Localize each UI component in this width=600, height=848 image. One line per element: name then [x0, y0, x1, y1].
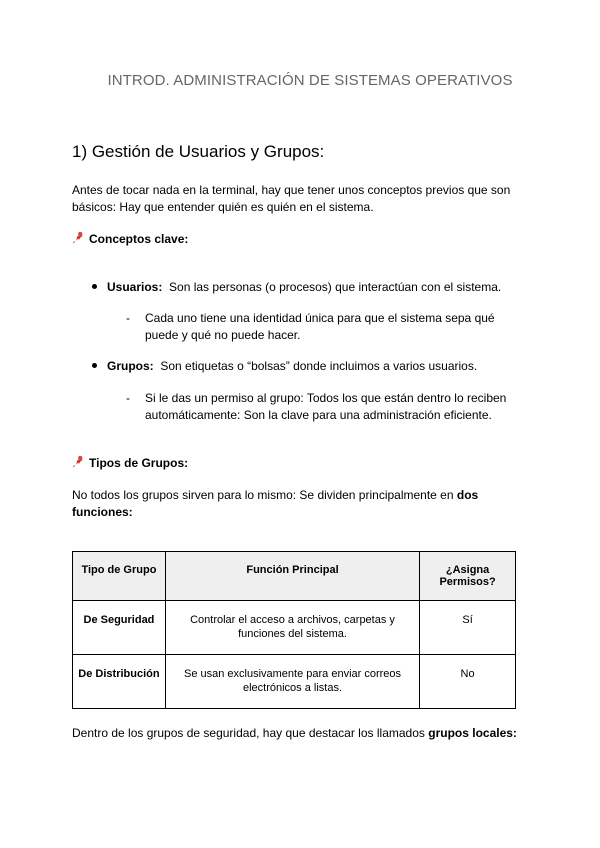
bullet-dot-icon: [92, 363, 97, 368]
header-line: Permisos?: [439, 576, 496, 588]
closing-text: Dentro de los grupos de seguridad, hay que destacar los llamados: [72, 726, 425, 740]
table-cell-asigna: Sí: [420, 601, 516, 655]
table-header-cell: [420, 552, 516, 601]
concept-subitem: [126, 310, 516, 344]
types-title-text: Tipos de Grupos:: [89, 456, 189, 470]
cell-line: electrónicos a listas.: [242, 682, 343, 694]
group-types-table: [72, 551, 516, 709]
table-header-row: [73, 552, 516, 601]
subitem-line: Si le das un permiso al grupo: Todos los que están dentro lo reciben: [145, 391, 507, 405]
concepts-title: [72, 231, 188, 246]
concept-item-usuarios: [92, 279, 501, 296]
types-title: [72, 455, 188, 470]
intro-line: básicos: Hay que entender quién es quién en el sistema.: [72, 200, 374, 214]
types-desc-text: No todos los grupos sirven para lo mismo: Se dividen principalmente en: [72, 488, 454, 502]
concepts-title-text: Conceptos clave:: [89, 232, 189, 246]
concept-subitem: [126, 390, 516, 424]
subitem-line: puede y qué no puede hacer.: [145, 328, 301, 342]
dash-bullet-icon: -: [126, 311, 130, 325]
bullet-dot-icon: [92, 284, 97, 289]
page-header-title: INTROD. ADMINISTRACIÓN DE SISTEMAS OPERATIVOS: [107, 72, 513, 89]
cell-line: Se usan exclusivamente para enviar correos: [183, 668, 402, 680]
concept-desc: Son las personas (o procesos) que interactúan con el sistema.: [169, 280, 502, 294]
table-row: [73, 655, 516, 709]
table-header-cell: Tipo de Grupo: [73, 552, 166, 601]
intro-line: Antes de tocar nada en la terminal, hay que tener unos conceptos previos que son: [72, 183, 511, 197]
concept-term: Usuarios:: [107, 280, 163, 294]
table-header-cell: Función Principal: [165, 552, 419, 601]
table-cell-tipo: De Seguridad: [73, 601, 166, 655]
subitem-line: Cada uno tiene una identidad única para que el sistema sepa qué: [145, 311, 495, 325]
table-cell-funcion: [165, 655, 419, 709]
table-row: [73, 601, 516, 655]
subitem-line: automáticamente: Son la clave para una administración eficiente.: [145, 408, 492, 422]
section-heading: 1) Gestión de Usuarios y Grupos:: [72, 142, 325, 161]
concept-term: Grupos:: [107, 359, 154, 373]
concept-desc: Son etiquetas o “bolsas” donde incluimos a varios usuarios.: [160, 359, 478, 373]
cell-line: Controlar el acceso a archivos, carpetas y: [190, 614, 395, 626]
types-description: [72, 487, 522, 521]
closing-bold: grupos locales:: [428, 726, 517, 740]
concept-item-grupos: [92, 358, 477, 375]
intro-paragraph: [72, 182, 532, 216]
dash-bullet-icon: -: [126, 391, 130, 405]
pushpin-icon: [72, 455, 86, 469]
header-line: ¿Asigna: [445, 564, 490, 576]
table-cell-tipo: De Distribución: [73, 655, 166, 709]
closing-paragraph: [72, 726, 517, 740]
table-cell-asigna: No: [420, 655, 516, 709]
types-desc-bold: dos: [456, 488, 479, 502]
table-cell-funcion: [165, 601, 419, 655]
types-desc-bold: funciones:: [72, 505, 133, 519]
cell-line: funciones del sistema.: [238, 628, 347, 640]
pushpin-icon: [72, 231, 86, 245]
